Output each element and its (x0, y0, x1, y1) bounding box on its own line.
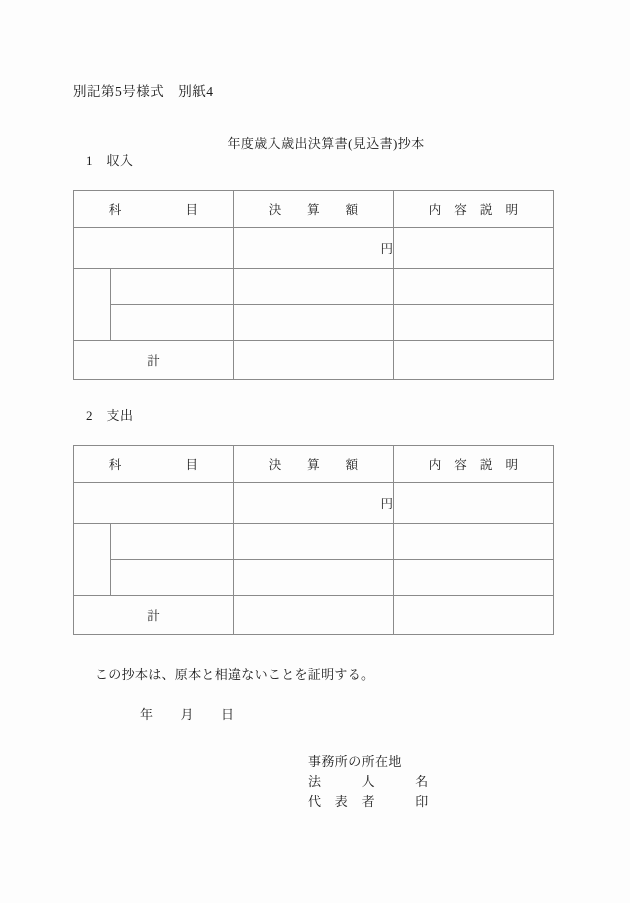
table-row-total (74, 596, 554, 635)
cell-total-label: 計 (74, 596, 234, 635)
cell-amount-unit: 円 (234, 483, 394, 524)
table-header-row (74, 191, 554, 228)
table-header-row (74, 446, 554, 483)
cell-item-sub-1[interactable] (111, 524, 234, 560)
date-line[interactable]: 年 月 日 (140, 707, 235, 722)
cell-amount-2[interactable] (234, 560, 394, 596)
table-row (74, 269, 554, 305)
cell-amount-1[interactable] (234, 524, 394, 560)
form-code-header: 別記第5号様式 別紙4 (73, 84, 214, 99)
cell-amount-2[interactable] (234, 305, 394, 341)
column-header-item: 科 目 (74, 446, 234, 483)
corporation-name-line: 法 人 名 (308, 774, 429, 789)
table-row-total (74, 341, 554, 380)
table-row-unit (74, 228, 554, 269)
certification-statement: この抄本は、原本と相違ないことを証明する。 (95, 667, 375, 682)
table-row (74, 524, 554, 560)
column-header-amount: 決 算 額 (234, 446, 394, 483)
cell-total-amount[interactable] (234, 341, 394, 380)
cell-total-amount[interactable] (234, 596, 394, 635)
cell-item-group-spanner[interactable] (74, 524, 111, 596)
document-title: 年度歳入歳出決算書(見込書)抄本 (227, 136, 425, 151)
cell-amount-unit: 円 (234, 228, 394, 269)
column-header-amount: 決 算 額 (234, 191, 394, 228)
cell-description-1[interactable] (394, 269, 554, 305)
representative-seal-line: 代 表 者 印 (308, 794, 429, 809)
office-address-line: 事務所の所在地 (308, 754, 402, 769)
signature-block (308, 752, 429, 812)
cell-description-2[interactable] (394, 560, 554, 596)
expenditure-table (73, 445, 554, 635)
cell-item-group-spanner[interactable] (74, 269, 111, 341)
cell-description-2[interactable] (394, 305, 554, 341)
cell-description-1[interactable] (394, 524, 554, 560)
cell-item-unitrow[interactable] (74, 228, 234, 269)
cell-item-sub-2[interactable] (111, 305, 234, 341)
table-row (74, 305, 554, 341)
column-header-item: 科 目 (74, 191, 234, 228)
cell-total-description[interactable] (394, 341, 554, 380)
cell-amount-1[interactable] (234, 269, 394, 305)
cell-total-label: 計 (74, 341, 234, 380)
cell-item-sub-2[interactable] (111, 560, 234, 596)
cell-description-unitrow[interactable] (394, 483, 554, 524)
cell-item-sub-1[interactable] (111, 269, 234, 305)
section-heading-expenditure: 2 支出 (86, 408, 134, 423)
cell-description-unitrow[interactable] (394, 228, 554, 269)
column-header-description: 内 容 説 明 (394, 191, 554, 228)
income-table (73, 190, 554, 380)
table-row-unit (74, 483, 554, 524)
section-heading-income: 1 収入 (86, 153, 134, 168)
cell-item-unitrow[interactable] (74, 483, 234, 524)
table-row (74, 560, 554, 596)
column-header-description: 内 容 説 明 (394, 446, 554, 483)
cell-total-description[interactable] (394, 596, 554, 635)
